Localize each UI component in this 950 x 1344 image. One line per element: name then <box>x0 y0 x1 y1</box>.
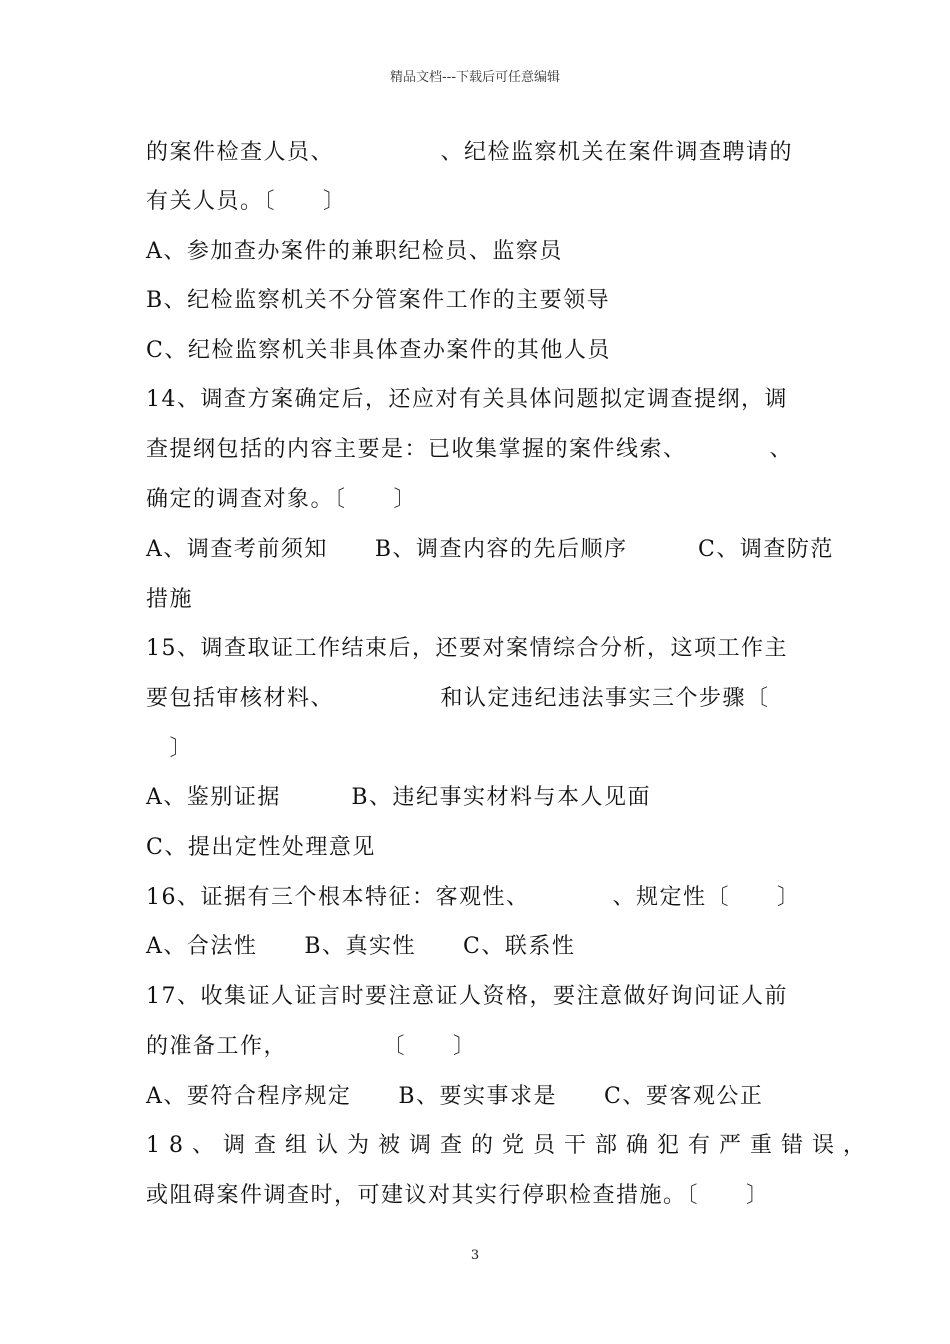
text-line: 〕 <box>146 736 194 761</box>
text-line: 或阻碍案件调查时，可建议对其实行停职检查措施。〔 〕 <box>146 1183 770 1208</box>
option-line: A、合法性 B、真实性 C、联系性 <box>146 934 576 959</box>
question-line: 14、调查方案确定后，还应对有关具体问题拟定调查提纲，调 <box>146 387 788 412</box>
option-line: C、提出定性处理意见 <box>146 835 376 860</box>
text-line: 措施 <box>146 587 194 612</box>
option-line: B、纪检监察机关不分管案件工作的主要领导 <box>146 288 611 313</box>
text-line: 确定的调查对象。〔 〕 <box>146 487 418 512</box>
question-line: 18、调查组认为被调查的党员干部确犯有严重错误， <box>146 1133 874 1158</box>
page-number: 3 <box>470 1248 480 1263</box>
page-header: 精品文档---下载后可任意编辑 <box>389 70 561 85</box>
text-line: 的准备工作， 〔 〕 <box>146 1034 477 1059</box>
option-line: C、纪检监察机关非具体查办案件的其他人员 <box>146 338 611 363</box>
text-line: 要包括审核材料、 和认定违纪违法事实三个步骤〔 <box>146 686 770 711</box>
option-line: A、调查考前须知 B、调查内容的先后顺序 C、调查防范 <box>146 537 834 562</box>
question-line: 17、收集证人证言时要注意证人资格，要注意做好询问证人前 <box>146 984 788 1009</box>
option-line: A、参加查办案件的兼职纪检员、监察员 <box>146 239 563 264</box>
question-line: 16、证据有三个根本特征：客观性、 、规定性〔 〕 <box>146 885 801 910</box>
text-line: 的案件检查人员、 、纪检监察机关在案件调查聘请的 <box>146 140 794 165</box>
text-line: 有关人员。〔 〕 <box>146 189 347 214</box>
question-line: 15、调查取证工作结束后，还要对案情综合分析，这项工作主 <box>146 636 788 661</box>
text-line: 查提纲包括的内容主要是：已收集掌握的案件线索、 、 <box>146 437 794 462</box>
option-line: A、要符合程序规定 B、要实事求是 C、要客观公正 <box>146 1084 764 1109</box>
option-line: A、鉴别证据 B、违纪事实材料与本人见面 <box>146 785 652 810</box>
